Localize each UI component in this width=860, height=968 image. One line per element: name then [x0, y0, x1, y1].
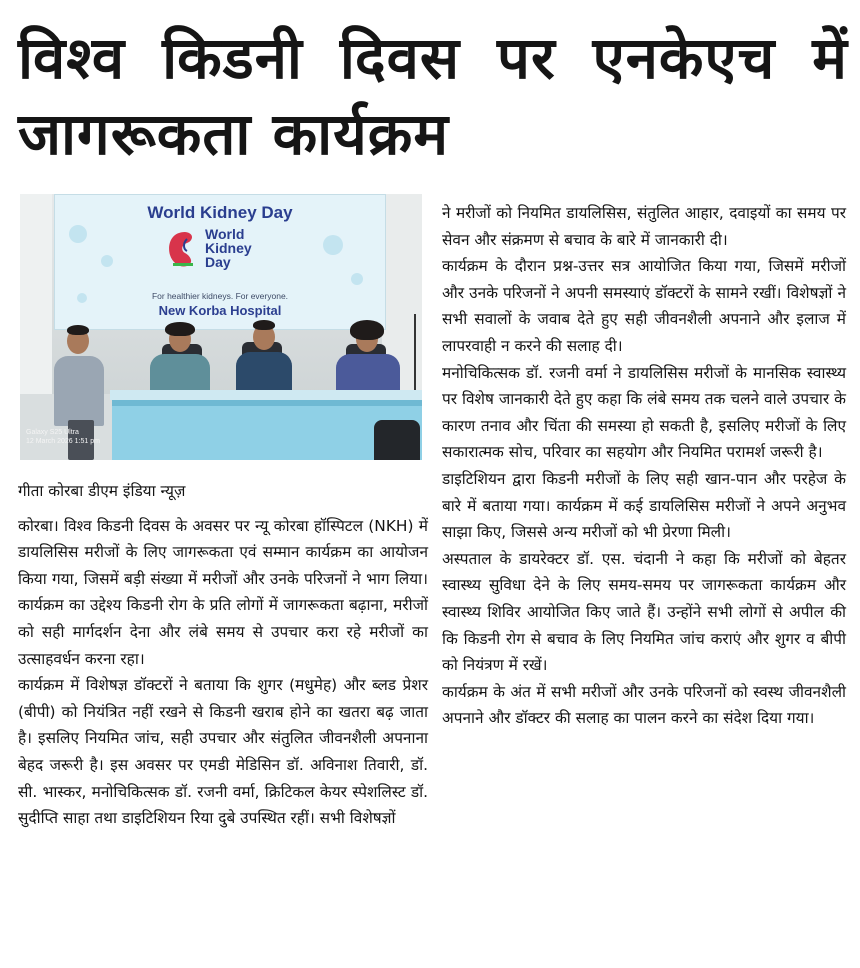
- logo-line-2: Kidney: [205, 240, 252, 256]
- banner-logo-text: [205, 227, 252, 269]
- paragraph-4: कार्यक्रम के दौरान प्रश्न-उत्तर सत्र आयोजित किया गया, जिसमें मरीजों और उनके परिजनों ने अपनी समस्याएं डॉक्टरों के सामने रखीं। विशेषज्ञों ने सभी सवालों के जवाब देते हुए सही जीवनशैली अपनाने और इलाज में लापरवाही न करने की सलाह दी।: [442, 257, 846, 355]
- left-column: [18, 478, 428, 832]
- photo-device: Galaxy S25 Ultra: [26, 429, 79, 436]
- banner-decor: [351, 273, 363, 285]
- headline: [18, 20, 848, 172]
- banner-decor: [323, 235, 343, 255]
- world-kidney-day-banner: [54, 194, 386, 330]
- table-top: [110, 390, 422, 400]
- microphone-stand: [414, 314, 416, 394]
- logo-line-1: World: [205, 226, 245, 242]
- paragraph-1: कोरबा। विश्व किडनी दिवस के अवसर पर न्यू कोरबा हॉस्पिटल (NKH) में डायलिसिस मरीजों के लिए जागरूकता एवं सम्मान कार्यक्रम का आयोजन किया गया, जिसमें बड़ी संख्या में मरीजों और उनके परिजनों ने भाग लिया। कार्यक्रम का उद्देश्य किडनी रोग के प्रति लोगों में जागरूकता बढ़ाना, मरीजों को सही मार्गदर्शन देना और लंबे समय से उपचार करा रहे मरीजों का उत्साहवर्धन करना रहा।: [18, 516, 428, 668]
- paragraph-5: मनोचिकित्सक डॉ. रजनी वर्मा ने डायलिसिस मरीजों के मानसिक स्वास्थ्य पर विशेष जानकारी देते हुए कहा कि लंबे समय तक चलने वाले उपचार के कारण तनाव और चिंता की समस्या हो सकती है, इसलिए मरीजों के लिए सकारात्मक सोच, परिवार का सहयोग और नियमित परामर्श जरूरी है।: [442, 363, 846, 462]
- headline-line-1: विश्व किडनी दिवस पर एनकेएच में: [18, 24, 848, 92]
- paragraph-6: डाइटिशियन द्वारा किडनी मरीजों के लिए सही खान-पान और परहेज के बारे में बताया गया। कार्यक्रम में कई डायलिसिस मरीजों ने अपने अनुभव साझा किए, जिससे अन्य मरीजों को भी प्रेरणा मिली।: [442, 469, 846, 542]
- paragraph-7: अस्पताल के डायरेक्टर डॉ. एस. चंदानी ने कहा कि मरीजों को बेहतर स्वास्थ्य सुविधा देने के लिए समय-समय पर जागरूकता कार्यक्रम और स्वास्थ्य शिविर आयोजित किए जाते हैं। उन्होंने सभी लोगों से अपील की कि किडनी रोग से बचाव के लिए नियमित जांच कराएं और शुगर व बीपी को नियंत्रण में रखें।: [442, 549, 846, 675]
- right-column: [442, 200, 846, 732]
- paragraph-8: कार्यक्रम के अंत में सभी मरीजों और उनके परिजनों को स्वस्थ जीवनशैली अपनाने और डॉक्टर की सलाह का पालन करने का संदेश दिया गया।: [442, 682, 846, 728]
- photo-timestamp: [26, 428, 100, 446]
- banner-title: World Kidney Day: [147, 203, 293, 222]
- paragraph-2: कार्यक्रम में विशेषज्ञ डॉक्टरों ने बताया कि शुगर (मधुमेह) और ब्लड प्रेशर (बीपी) को नियंत्रित नहीं रखने से किडनी खराब होने का खतरा बढ़ जाता है। इसलिए नियमित जांच, सही उपचार और संतुलित जीवनशैली अपनाना बेहद जरूरी है। इस अवसर पर एमडी मेडिसिन डॉ. अविनाश तिवारी, डॉ. सी. भास्कर, मनोचिकित्सक डॉ. रजनी वर्मा, क्रिटिकल केयर स्पेशलिस्ट डॉ. सुदीप्ति साहा तथा डाइटिशियन रिया दुबे उपस्थित रहीं। सभी विशेषज्ञों: [18, 676, 428, 828]
- paragraph-3: ने मरीजों को नियमित डायलिसिस, संतुलित आहार, दवाइयों का समय पर सेवन और संक्रमण से बचाव के बारे में जानकारी दी।: [442, 204, 846, 249]
- logo-line-3: Day: [205, 254, 231, 270]
- byline: गीता कोरबा डीएम इंडिया न्यूज़: [18, 482, 186, 500]
- banner-hospital-name: New Korba Hospital: [158, 303, 282, 318]
- banner-decor: [101, 255, 113, 267]
- photo-datetime: 12 March 2026 1:51 pm: [26, 438, 100, 445]
- banner-tagline: For healthier kidneys. For everyone.: [151, 291, 289, 301]
- banner-decor: [69, 225, 87, 243]
- event-photo: [20, 194, 422, 460]
- headline-line-2: जागरूकता कार्यक्रम: [18, 100, 450, 168]
- foreground-chair: [374, 420, 420, 460]
- kidney-logo-icon: [165, 229, 199, 271]
- table-shade: [112, 400, 422, 406]
- photo-window-left: [20, 194, 52, 394]
